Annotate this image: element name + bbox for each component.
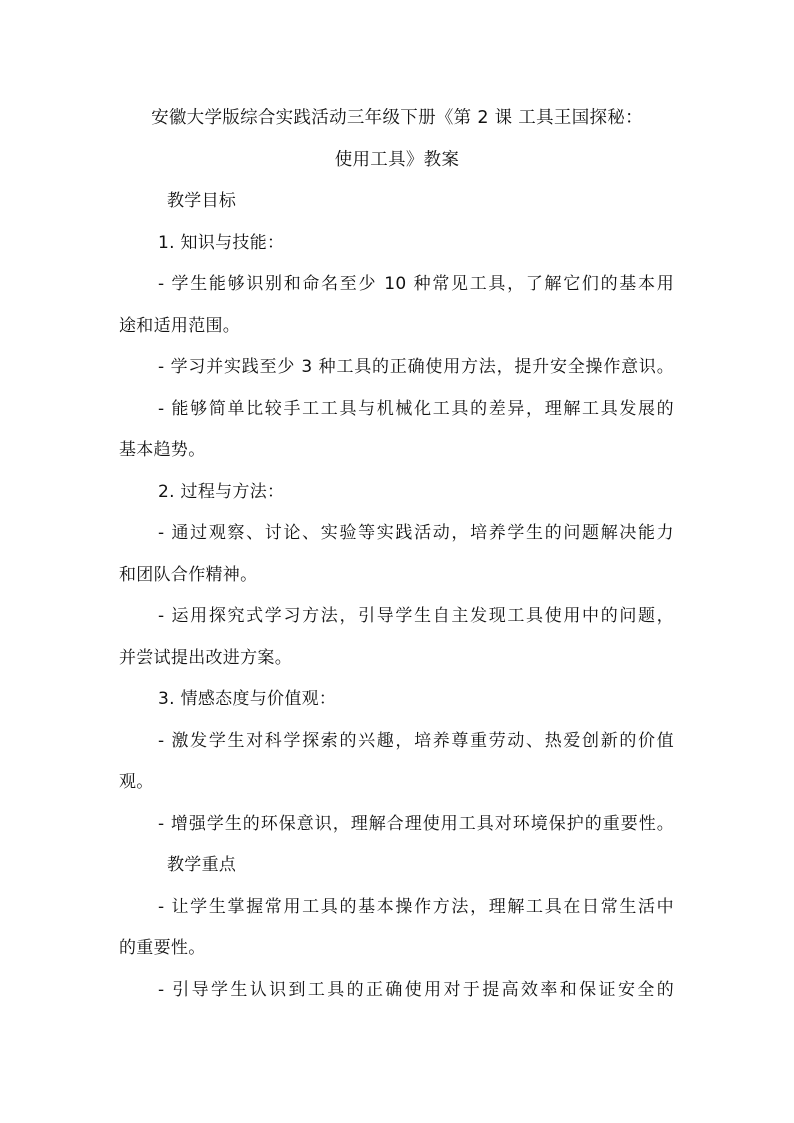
key-point-1-cont: 的重要性。 bbox=[119, 938, 206, 958]
knowledge-heading: 1. 知识与技能： bbox=[158, 233, 285, 253]
attitude-item-2: - 增强学生的环保意识，理解合理使用工具对环境保护的重要性。 bbox=[158, 814, 674, 834]
knowledge-item-3: - 能够简单比较手工工具与机械化工具的差异，理解工具发展的 bbox=[158, 399, 674, 419]
process-item-1: - 通过观察、讨论、实验等实践活动，培养学生的问题解决能力 bbox=[158, 523, 674, 543]
attitude-item-1-cont: 观。 bbox=[119, 772, 154, 792]
attitude-item-1: - 激发学生对科学探索的兴趣，培养尊重劳动、热爱创新的价值 bbox=[158, 731, 674, 751]
document-title-line-2: 使用工具》教案 bbox=[334, 150, 460, 170]
knowledge-item-3-cont: 基本趋势。 bbox=[119, 440, 206, 460]
knowledge-item-1-cont: 途和适用范围。 bbox=[119, 316, 241, 336]
process-item-2: - 运用探究式学习方法，引导学生自主发现工具使用中的问题， bbox=[158, 606, 674, 626]
process-heading: 2. 过程与方法： bbox=[158, 482, 285, 502]
attitude-heading: 3. 情感态度与价值观： bbox=[158, 689, 337, 709]
key-point-2: - 引导学生认识到工具的正确使用对于提高效率和保证安全的 bbox=[158, 980, 674, 1000]
objectives-heading: 教学目标 bbox=[167, 191, 237, 211]
knowledge-item-1: - 学生能够识别和命名至少 10 种常见工具，了解它们的基本用 bbox=[158, 274, 674, 294]
knowledge-item-2: - 学习并实践至少 3 种工具的正确使用方法，提升安全操作意识。 bbox=[158, 357, 674, 377]
process-item-2-cont: 并尝试提出改进方案。 bbox=[119, 648, 292, 668]
key-point-1: - 让学生掌握常用工具的基本操作方法，理解工具在日常生活中 bbox=[158, 897, 674, 917]
process-item-1-cont: 和团队合作精神。 bbox=[119, 565, 258, 585]
document-title-line-1: 安徽大学版综合实践活动三年级下册《第 2 课 工具王国探秘： bbox=[151, 108, 643, 128]
key-points-heading: 教学重点 bbox=[167, 855, 237, 875]
